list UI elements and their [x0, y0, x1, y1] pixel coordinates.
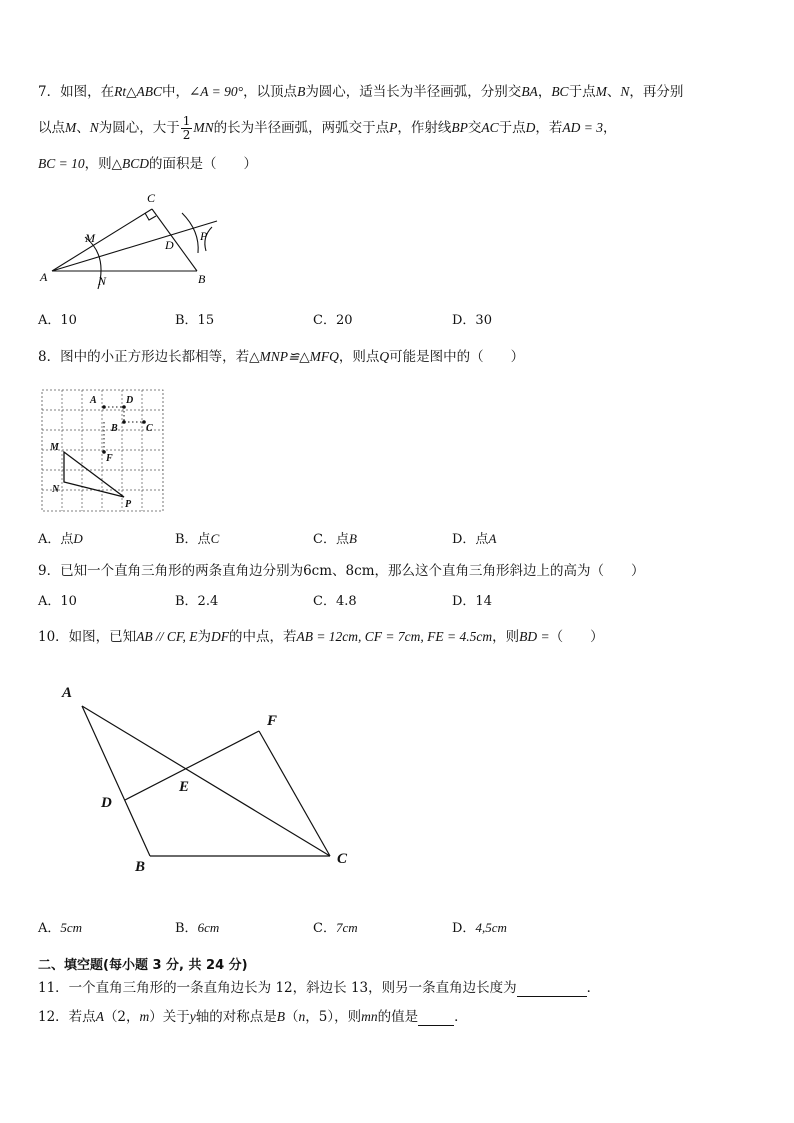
q12-stem: 12．若点A（2，m）关于y轴的对称点是B（n，5），则mn的值是 ．	[38, 1009, 468, 1025]
q7-figure	[30, 185, 230, 295]
fig7-label-n: N	[98, 274, 107, 288]
fig8-label-d: D	[126, 395, 134, 406]
ray-bp-extended	[52, 221, 217, 271]
fig10-label-c: C	[337, 851, 348, 867]
fig8-label-p: P	[125, 499, 132, 510]
fig8-label-b: B	[111, 423, 118, 434]
q7-option-c[interactable]: C．20	[313, 313, 353, 328]
q8-grid-figure	[40, 388, 168, 516]
fig8-label-f: F	[106, 453, 113, 464]
q12-answer-blank[interactable]	[418, 1011, 454, 1026]
right-angle-mark	[145, 213, 156, 220]
fig8-label-c: C	[146, 423, 153, 434]
q9-option-d[interactable]: D．14	[452, 594, 492, 609]
q9-option-c[interactable]: C．4.8	[313, 594, 357, 609]
fig10-label-a: A	[62, 685, 73, 701]
fig7-label-m: M	[85, 231, 95, 245]
fig10-label-e: E	[179, 779, 190, 795]
fig10-label-b: B	[135, 859, 146, 875]
q8-option-d[interactable]: D．点A	[452, 531, 497, 547]
q9-option-b[interactable]: B．2.4	[175, 594, 219, 609]
q8-option-c[interactable]: C．点B	[313, 531, 357, 547]
segment-bc	[152, 209, 197, 271]
q7-option-a[interactable]: A．10	[38, 313, 77, 328]
grid-border	[42, 390, 163, 511]
fig10-label-f: F	[267, 713, 278, 729]
q8-stem: 8．图中的小正方形边长都相等，若△MNP≌△MFQ，则点Q可能是图中的（ ）	[38, 349, 525, 365]
fig8-label-m: M	[50, 442, 59, 453]
segment-ac	[52, 209, 152, 271]
q8-option-b[interactable]: B．点C	[175, 531, 220, 547]
fig7-label-d: D	[165, 238, 174, 252]
segment-ab	[82, 706, 150, 856]
q10-figure	[55, 680, 365, 880]
q7-option-d[interactable]: D．30	[452, 313, 492, 328]
section-fill-in-title: 二、填空题(每小题 3 分, 共 24 分)	[38, 958, 248, 973]
fig7-label-c: C	[147, 191, 156, 205]
segment-ac	[82, 706, 330, 856]
fig8-label-a: A	[90, 395, 97, 406]
fig10-label-d: D	[101, 795, 112, 811]
segment-cf	[259, 731, 330, 856]
q7-line-1: 7．如图，在Rt△ABC中，∠A = 90°，以顶点B为圆心，适当长为半径画弧，分别交BA，BC于点M、N，再分别	[38, 84, 684, 100]
segment-df	[125, 731, 259, 800]
fig7-label-b: B	[198, 272, 206, 286]
fig7-label-p: P	[200, 229, 208, 243]
q7-line-2: 以点M、N为圆心，大于 $\frac{1}{2}$ MN的长为半径画弧，两弧交于点P，作射线BP交AC于点D，若AD = 3，	[38, 114, 617, 142]
q10-option-b[interactable]: B．6cm	[175, 920, 220, 936]
q7-line-3: BC = 10，则△BCD的面积是（ ）	[38, 156, 258, 172]
q10-option-d[interactable]: D．4,5cm	[452, 920, 507, 936]
q10-option-c[interactable]: C．7cm	[313, 920, 358, 936]
q11-stem: 11．一个直角三角形的一条直角边长为 12，斜边长 13，则另一条直角边长度为 ．	[38, 980, 601, 996]
fig7-label-a: A	[40, 270, 48, 284]
q7-option-b[interactable]: B．15	[175, 313, 215, 328]
q10-stem: 10．如图，已知AB // CF, E为DF的中点，若AB = 12cm, CF = 7cm, FE = 4.5cm，则BD =（ ）	[38, 629, 604, 645]
fig8-label-n: N	[52, 484, 60, 495]
fraction-one-half: $\frac{1}{2}$	[182, 114, 191, 142]
q11-answer-blank[interactable]	[517, 982, 587, 997]
q9-option-a[interactable]: A．10	[38, 594, 77, 609]
q10-option-a[interactable]: A．5cm	[38, 920, 83, 936]
arc-p-1	[182, 213, 198, 253]
q9-stem: 9．已知一个直角三角形的两条直角边分别为6cm、8cm，那么这个直角三角形斜边上的高为（ ）	[38, 563, 645, 579]
q8-option-a[interactable]: A．点D	[38, 531, 83, 547]
